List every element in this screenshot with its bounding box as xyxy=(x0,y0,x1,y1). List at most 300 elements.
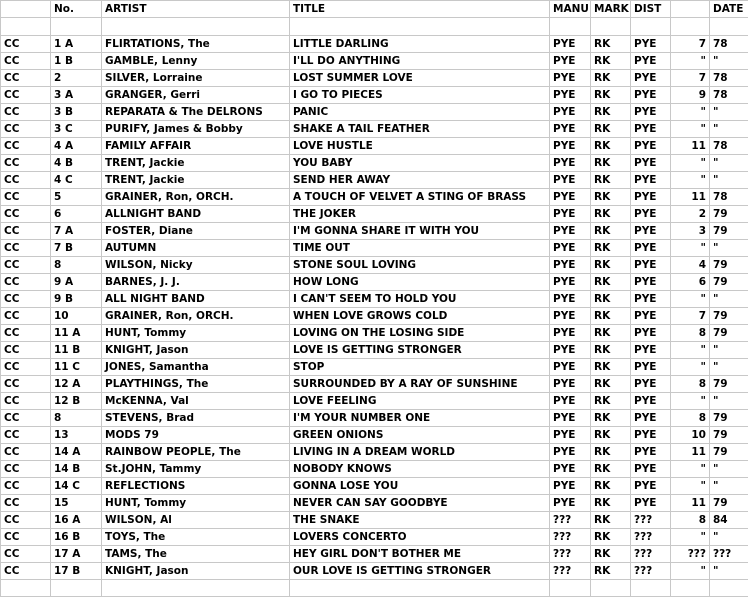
cell-title[interactable]: STOP xyxy=(290,359,550,376)
cell-manu[interactable]: PYE xyxy=(550,257,591,274)
cell-mark[interactable]: RK xyxy=(591,308,631,325)
cell-mark[interactable]: RK xyxy=(591,121,631,138)
cell-dist[interactable]: PYE xyxy=(631,138,671,155)
cell-dist[interactable]: PYE xyxy=(631,53,671,70)
cell-cat[interactable]: CC xyxy=(1,36,51,53)
cell-cat[interactable]: CC xyxy=(1,546,51,563)
cell-year[interactable]: " xyxy=(710,172,748,189)
cell-dist[interactable]: PYE xyxy=(631,325,671,342)
cell-dist[interactable]: PYE xyxy=(631,206,671,223)
cell-mark[interactable]: RK xyxy=(591,70,631,87)
cell-no[interactable]: 3 B xyxy=(51,104,102,121)
cell-title[interactable]: LIVING IN A DREAM WORLD xyxy=(290,444,550,461)
header-date[interactable]: DATE xyxy=(710,1,748,18)
cell-artist[interactable]: WILSON, Al xyxy=(102,512,290,529)
cell-cat[interactable]: CC xyxy=(1,529,51,546)
cell-manu[interactable]: PYE xyxy=(550,359,591,376)
cell-dist[interactable]: PYE xyxy=(631,478,671,495)
cell-title[interactable]: SEND HER AWAY xyxy=(290,172,550,189)
cell-dist[interactable]: PYE xyxy=(631,359,671,376)
cell-cat[interactable]: CC xyxy=(1,342,51,359)
cell-dist[interactable]: PYE xyxy=(631,155,671,172)
cell-title[interactable]: A TOUCH OF VELVET A STING OF BRASS xyxy=(290,189,550,206)
cell-title[interactable]: SURROUNDED BY A RAY OF SUNSHINE xyxy=(290,376,550,393)
cell-manu[interactable]: PYE xyxy=(550,206,591,223)
cell-month[interactable]: 11 xyxy=(671,495,710,512)
cell-month[interactable]: 8 xyxy=(671,512,710,529)
header-title[interactable]: TITLE xyxy=(290,1,550,18)
cell-cat[interactable]: CC xyxy=(1,461,51,478)
cell-year[interactable]: 79 xyxy=(710,427,748,444)
cell-mark[interactable]: RK xyxy=(591,376,631,393)
cell-month[interactable]: 11 xyxy=(671,189,710,206)
cell-year[interactable]: " xyxy=(710,359,748,376)
cell-manu[interactable]: PYE xyxy=(550,410,591,427)
cell-month[interactable]: " xyxy=(671,291,710,308)
cell-month[interactable]: 10 xyxy=(671,427,710,444)
cell-dist[interactable]: ??? xyxy=(631,512,671,529)
cell-no[interactable]: 11 A xyxy=(51,325,102,342)
cell-cat[interactable]: CC xyxy=(1,121,51,138)
cell-manu[interactable]: PYE xyxy=(550,495,591,512)
cell-cat[interactable]: CC xyxy=(1,274,51,291)
cell-year[interactable]: " xyxy=(710,291,748,308)
cell-title[interactable]: STONE SOUL LOVING xyxy=(290,257,550,274)
cell-no[interactable]: 1 A xyxy=(51,36,102,53)
cell-artist[interactable]: GAMBLE, Lenny xyxy=(102,53,290,70)
cell-manu[interactable]: PYE xyxy=(550,461,591,478)
cell-mark[interactable]: RK xyxy=(591,461,631,478)
cell-month[interactable]: " xyxy=(671,172,710,189)
cell-year[interactable]: 84 xyxy=(710,512,748,529)
cell-mark[interactable]: RK xyxy=(591,444,631,461)
cell-cat[interactable]: CC xyxy=(1,427,51,444)
cell-month[interactable]: 6 xyxy=(671,274,710,291)
cell-mark[interactable]: RK xyxy=(591,138,631,155)
cell-manu[interactable]: PYE xyxy=(550,70,591,87)
blank-cell[interactable] xyxy=(51,580,102,597)
cell-artist[interactable]: TAMS, The xyxy=(102,546,290,563)
cell-dist[interactable]: PYE xyxy=(631,36,671,53)
cell-dist[interactable]: PYE xyxy=(631,223,671,240)
cell-title[interactable]: PANIC xyxy=(290,104,550,121)
cell-cat[interactable]: CC xyxy=(1,53,51,70)
cell-cat[interactable]: CC xyxy=(1,308,51,325)
cell-title[interactable]: TIME OUT xyxy=(290,240,550,257)
cell-no[interactable]: 15 xyxy=(51,495,102,512)
cell-cat[interactable]: CC xyxy=(1,495,51,512)
cell-artist[interactable]: SILVER, Lorraine xyxy=(102,70,290,87)
cell-artist[interactable]: ALL NIGHT BAND xyxy=(102,291,290,308)
cell-title[interactable]: NEVER CAN SAY GOODBYE xyxy=(290,495,550,512)
cell-cat[interactable]: CC xyxy=(1,104,51,121)
cell-dist[interactable]: PYE xyxy=(631,70,671,87)
cell-mark[interactable]: RK xyxy=(591,274,631,291)
cell-year[interactable]: " xyxy=(710,478,748,495)
cell-dist[interactable]: PYE xyxy=(631,342,671,359)
cell-cat[interactable]: CC xyxy=(1,189,51,206)
cell-manu[interactable]: PYE xyxy=(550,308,591,325)
cell-year[interactable]: 79 xyxy=(710,274,748,291)
cell-year[interactable]: 79 xyxy=(710,223,748,240)
cell-dist[interactable]: PYE xyxy=(631,427,671,444)
cell-cat[interactable]: CC xyxy=(1,240,51,257)
cell-title[interactable]: LOVING ON THE LOSING SIDE xyxy=(290,325,550,342)
cell-manu[interactable]: PYE xyxy=(550,427,591,444)
cell-dist[interactable]: PYE xyxy=(631,444,671,461)
cell-title[interactable]: YOU BABY xyxy=(290,155,550,172)
blank-cell[interactable] xyxy=(290,580,550,597)
cell-dist[interactable]: PYE xyxy=(631,104,671,121)
cell-manu[interactable]: PYE xyxy=(550,87,591,104)
cell-cat[interactable]: CC xyxy=(1,359,51,376)
blank-cell[interactable] xyxy=(102,18,290,36)
cell-cat[interactable]: CC xyxy=(1,172,51,189)
cell-artist[interactable]: AUTUMN xyxy=(102,240,290,257)
cell-mark[interactable]: RK xyxy=(591,189,631,206)
cell-cat[interactable]: CC xyxy=(1,393,51,410)
cell-artist[interactable]: KNIGHT, Jason xyxy=(102,563,290,580)
cell-mark[interactable]: RK xyxy=(591,512,631,529)
cell-manu[interactable]: PYE xyxy=(550,240,591,257)
cell-cat[interactable]: CC xyxy=(1,87,51,104)
cell-month[interactable]: " xyxy=(671,563,710,580)
blank-cell[interactable] xyxy=(671,18,710,36)
cell-no[interactable]: 9 A xyxy=(51,274,102,291)
cell-dist[interactable]: PYE xyxy=(631,291,671,308)
cell-cat[interactable]: CC xyxy=(1,563,51,580)
header-dist[interactable]: DIST xyxy=(631,1,671,18)
cell-title[interactable]: LOVE HUSTLE xyxy=(290,138,550,155)
cell-manu[interactable]: PYE xyxy=(550,325,591,342)
cell-no[interactable]: 4 A xyxy=(51,138,102,155)
cell-mark[interactable]: RK xyxy=(591,155,631,172)
cell-cat[interactable]: CC xyxy=(1,155,51,172)
cell-artist[interactable]: STEVENS, Brad xyxy=(102,410,290,427)
cell-title[interactable]: OUR LOVE IS GETTING STRONGER xyxy=(290,563,550,580)
cell-no[interactable]: 9 B xyxy=(51,291,102,308)
cell-manu[interactable]: PYE xyxy=(550,393,591,410)
cell-month[interactable]: " xyxy=(671,461,710,478)
cell-title[interactable]: LOVE FEELING xyxy=(290,393,550,410)
cell-title[interactable]: WHEN LOVE GROWS COLD xyxy=(290,308,550,325)
header-mark[interactable]: MARK xyxy=(591,1,631,18)
cell-title[interactable]: SHAKE A TAIL FEATHER xyxy=(290,121,550,138)
cell-no[interactable]: 12 B xyxy=(51,393,102,410)
cell-month[interactable]: " xyxy=(671,478,710,495)
cell-year[interactable]: " xyxy=(710,461,748,478)
blank-cell[interactable] xyxy=(1,580,51,597)
cell-month[interactable]: 7 xyxy=(671,308,710,325)
cell-no[interactable]: 7 A xyxy=(51,223,102,240)
cell-year[interactable]: 78 xyxy=(710,87,748,104)
cell-cat[interactable]: CC xyxy=(1,376,51,393)
cell-year[interactable]: 78 xyxy=(710,70,748,87)
cell-no[interactable]: 12 A xyxy=(51,376,102,393)
cell-manu[interactable]: PYE xyxy=(550,376,591,393)
cell-title[interactable]: LOVE IS GETTING STRONGER xyxy=(290,342,550,359)
cell-artist[interactable]: ALLNIGHT BAND xyxy=(102,206,290,223)
cell-manu[interactable]: PYE xyxy=(550,478,591,495)
blank-cell[interactable] xyxy=(671,580,710,597)
header-no[interactable]: No. xyxy=(51,1,102,18)
cell-artist[interactable]: FAMILY AFFAIR xyxy=(102,138,290,155)
cell-artist[interactable]: St.JOHN, Tammy xyxy=(102,461,290,478)
cell-mark[interactable]: RK xyxy=(591,87,631,104)
cell-artist[interactable]: WILSON, Nicky xyxy=(102,257,290,274)
cell-artist[interactable]: GRANGER, Gerri xyxy=(102,87,290,104)
cell-year[interactable]: " xyxy=(710,53,748,70)
cell-no[interactable]: 4 C xyxy=(51,172,102,189)
cell-artist[interactable]: HUNT, Tommy xyxy=(102,495,290,512)
cell-manu[interactable]: PYE xyxy=(550,274,591,291)
cell-dist[interactable]: PYE xyxy=(631,461,671,478)
cell-mark[interactable]: RK xyxy=(591,427,631,444)
cell-dist[interactable]: PYE xyxy=(631,121,671,138)
blank-cell[interactable] xyxy=(591,580,631,597)
cell-no[interactable]: 10 xyxy=(51,308,102,325)
cell-title[interactable]: HOW LONG xyxy=(290,274,550,291)
cell-dist[interactable]: ??? xyxy=(631,546,671,563)
header-artist[interactable]: ARTIST xyxy=(102,1,290,18)
cell-year[interactable]: 79 xyxy=(710,257,748,274)
cell-dist[interactable]: PYE xyxy=(631,393,671,410)
cell-dist[interactable]: PYE xyxy=(631,189,671,206)
header-month[interactable] xyxy=(671,1,710,18)
cell-cat[interactable]: CC xyxy=(1,478,51,495)
cell-title[interactable]: HEY GIRL DON'T BOTHER ME xyxy=(290,546,550,563)
cell-artist[interactable]: PLAYTHINGS, The xyxy=(102,376,290,393)
cell-dist[interactable]: PYE xyxy=(631,257,671,274)
cell-mark[interactable]: RK xyxy=(591,325,631,342)
cell-artist[interactable]: REPARATA & The DELRONS xyxy=(102,104,290,121)
cell-year[interactable]: " xyxy=(710,529,748,546)
cell-month[interactable]: 8 xyxy=(671,325,710,342)
cell-dist[interactable]: ??? xyxy=(631,563,671,580)
cell-dist[interactable]: PYE xyxy=(631,410,671,427)
cell-manu[interactable]: PYE xyxy=(550,342,591,359)
cell-manu[interactable]: PYE xyxy=(550,291,591,308)
blank-cell[interactable] xyxy=(631,18,671,36)
blank-cell[interactable] xyxy=(1,18,51,36)
cell-title[interactable]: I GO TO PIECES xyxy=(290,87,550,104)
cell-cat[interactable]: CC xyxy=(1,223,51,240)
cell-manu[interactable]: PYE xyxy=(550,138,591,155)
cell-cat[interactable]: CC xyxy=(1,70,51,87)
cell-artist[interactable]: GRAINER, Ron, ORCH. xyxy=(102,189,290,206)
cell-title[interactable]: GONNA LOSE YOU xyxy=(290,478,550,495)
cell-year[interactable]: 79 xyxy=(710,376,748,393)
blank-cell[interactable] xyxy=(591,18,631,36)
cell-mark[interactable]: RK xyxy=(591,478,631,495)
cell-cat[interactable]: CC xyxy=(1,325,51,342)
cell-no[interactable]: 16 A xyxy=(51,512,102,529)
cell-manu[interactable]: ??? xyxy=(550,563,591,580)
cell-month[interactable]: " xyxy=(671,359,710,376)
cell-no[interactable]: 8 xyxy=(51,257,102,274)
cell-cat[interactable]: CC xyxy=(1,138,51,155)
cell-no[interactable]: 4 B xyxy=(51,155,102,172)
cell-year[interactable]: 79 xyxy=(710,495,748,512)
cell-month[interactable]: 7 xyxy=(671,70,710,87)
cell-mark[interactable]: RK xyxy=(591,291,631,308)
cell-cat[interactable]: CC xyxy=(1,257,51,274)
cell-artist[interactable]: BARNES, J. J. xyxy=(102,274,290,291)
cell-year[interactable]: " xyxy=(710,393,748,410)
cell-mark[interactable]: RK xyxy=(591,172,631,189)
cell-no[interactable]: 14 C xyxy=(51,478,102,495)
cell-no[interactable]: 2 xyxy=(51,70,102,87)
cell-no[interactable]: 5 xyxy=(51,189,102,206)
cell-manu[interactable]: ??? xyxy=(550,546,591,563)
cell-cat[interactable]: CC xyxy=(1,206,51,223)
blank-cell[interactable] xyxy=(550,18,591,36)
cell-mark[interactable]: RK xyxy=(591,410,631,427)
cell-mark[interactable]: RK xyxy=(591,223,631,240)
cell-cat[interactable]: CC xyxy=(1,291,51,308)
cell-month[interactable]: " xyxy=(671,393,710,410)
cell-mark[interactable]: RK xyxy=(591,206,631,223)
cell-title[interactable]: I'LL DO ANYTHING xyxy=(290,53,550,70)
cell-mark[interactable]: RK xyxy=(591,546,631,563)
cell-manu[interactable]: PYE xyxy=(550,444,591,461)
cell-artist[interactable]: JONES, Samantha xyxy=(102,359,290,376)
cell-mark[interactable]: RK xyxy=(591,104,631,121)
cell-artist[interactable]: FLIRTATIONS, The xyxy=(102,36,290,53)
cell-dist[interactable]: PYE xyxy=(631,308,671,325)
cell-month[interactable]: 9 xyxy=(671,87,710,104)
cell-month[interactable]: 7 xyxy=(671,36,710,53)
cell-artist[interactable]: FOSTER, Diane xyxy=(102,223,290,240)
cell-mark[interactable]: RK xyxy=(591,393,631,410)
cell-month[interactable]: 3 xyxy=(671,223,710,240)
cell-title[interactable]: NOBODY KNOWS xyxy=(290,461,550,478)
cell-title[interactable]: I'M GONNA SHARE IT WITH YOU xyxy=(290,223,550,240)
cell-month[interactable]: ??? xyxy=(671,546,710,563)
cell-year[interactable]: 78 xyxy=(710,189,748,206)
cell-artist[interactable]: MODS 79 xyxy=(102,427,290,444)
cell-manu[interactable]: PYE xyxy=(550,223,591,240)
blank-cell[interactable] xyxy=(631,580,671,597)
cell-month[interactable]: " xyxy=(671,342,710,359)
cell-manu[interactable]: PYE xyxy=(550,104,591,121)
cell-month[interactable]: 2 xyxy=(671,206,710,223)
blank-cell[interactable] xyxy=(51,18,102,36)
cell-title[interactable]: I CAN'T SEEM TO HOLD YOU xyxy=(290,291,550,308)
cell-artist[interactable]: HUNT, Tommy xyxy=(102,325,290,342)
cell-no[interactable]: 1 B xyxy=(51,53,102,70)
cell-year[interactable]: 79 xyxy=(710,325,748,342)
cell-manu[interactable]: PYE xyxy=(550,36,591,53)
cell-no[interactable]: 14 B xyxy=(51,461,102,478)
cell-year[interactable]: 78 xyxy=(710,36,748,53)
cell-artist[interactable]: TOYS, The xyxy=(102,529,290,546)
cell-no[interactable]: 13 xyxy=(51,427,102,444)
cell-manu[interactable]: ??? xyxy=(550,529,591,546)
cell-title[interactable]: THE JOKER xyxy=(290,206,550,223)
cell-month[interactable]: " xyxy=(671,155,710,172)
cell-month[interactable]: 11 xyxy=(671,138,710,155)
cell-dist[interactable]: PYE xyxy=(631,172,671,189)
cell-no[interactable]: 6 xyxy=(51,206,102,223)
cell-artist[interactable]: McKENNA, Val xyxy=(102,393,290,410)
cell-mark[interactable]: RK xyxy=(591,495,631,512)
cell-year[interactable]: ??? xyxy=(710,546,748,563)
cell-cat[interactable]: CC xyxy=(1,444,51,461)
cell-artist[interactable]: KNIGHT, Jason xyxy=(102,342,290,359)
cell-mark[interactable]: RK xyxy=(591,529,631,546)
cell-year[interactable]: 78 xyxy=(710,138,748,155)
cell-artist[interactable]: RAINBOW PEOPLE, The xyxy=(102,444,290,461)
cell-title[interactable]: GREEN ONIONS xyxy=(290,427,550,444)
cell-month[interactable]: 11 xyxy=(671,444,710,461)
cell-month[interactable]: 8 xyxy=(671,410,710,427)
cell-year[interactable]: 79 xyxy=(710,444,748,461)
cell-no[interactable]: 3 C xyxy=(51,121,102,138)
cell-month[interactable]: 8 xyxy=(671,376,710,393)
cell-dist[interactable]: ??? xyxy=(631,529,671,546)
cell-dist[interactable]: PYE xyxy=(631,87,671,104)
cell-year[interactable]: " xyxy=(710,240,748,257)
header-manu[interactable]: MANU xyxy=(550,1,591,18)
cell-month[interactable]: " xyxy=(671,529,710,546)
cell-mark[interactable]: RK xyxy=(591,342,631,359)
cell-no[interactable]: 3 A xyxy=(51,87,102,104)
cell-year[interactable]: 79 xyxy=(710,308,748,325)
cell-title[interactable]: LOST SUMMER LOVE xyxy=(290,70,550,87)
cell-mark[interactable]: RK xyxy=(591,240,631,257)
cell-manu[interactable]: PYE xyxy=(550,121,591,138)
cell-year[interactable]: " xyxy=(710,121,748,138)
cell-cat[interactable]: CC xyxy=(1,410,51,427)
cell-month[interactable]: " xyxy=(671,121,710,138)
cell-dist[interactable]: PYE xyxy=(631,495,671,512)
cell-year[interactable]: " xyxy=(710,155,748,172)
cell-month[interactable]: 4 xyxy=(671,257,710,274)
cell-dist[interactable]: PYE xyxy=(631,240,671,257)
cell-month[interactable]: " xyxy=(671,240,710,257)
cell-year[interactable]: 79 xyxy=(710,410,748,427)
cell-no[interactable]: 16 B xyxy=(51,529,102,546)
blank-cell[interactable] xyxy=(102,580,290,597)
cell-no[interactable]: 17 A xyxy=(51,546,102,563)
cell-artist[interactable]: TRENT, Jackie xyxy=(102,155,290,172)
cell-no[interactable]: 11 B xyxy=(51,342,102,359)
cell-year[interactable]: " xyxy=(710,342,748,359)
cell-manu[interactable]: PYE xyxy=(550,155,591,172)
cell-title[interactable]: I'M YOUR NUMBER ONE xyxy=(290,410,550,427)
cell-month[interactable]: " xyxy=(671,104,710,121)
cell-artist[interactable]: PURIFY, James & Bobby xyxy=(102,121,290,138)
cell-year[interactable]: 79 xyxy=(710,206,748,223)
cell-manu[interactable]: PYE xyxy=(550,172,591,189)
cell-cat[interactable]: CC xyxy=(1,512,51,529)
cell-mark[interactable]: RK xyxy=(591,563,631,580)
cell-artist[interactable]: TRENT, Jackie xyxy=(102,172,290,189)
header-cat[interactable] xyxy=(1,1,51,18)
cell-year[interactable]: " xyxy=(710,104,748,121)
cell-mark[interactable]: RK xyxy=(591,257,631,274)
cell-title[interactable]: LITTLE DARLING xyxy=(290,36,550,53)
cell-mark[interactable]: RK xyxy=(591,36,631,53)
cell-title[interactable]: LOVERS CONCERTO xyxy=(290,529,550,546)
cell-no[interactable]: 17 B xyxy=(51,563,102,580)
cell-no[interactable]: 7 B xyxy=(51,240,102,257)
cell-year[interactable]: " xyxy=(710,563,748,580)
cell-month[interactable]: " xyxy=(671,53,710,70)
cell-artist[interactable]: GRAINER, Ron, ORCH. xyxy=(102,308,290,325)
blank-cell[interactable] xyxy=(710,18,748,36)
